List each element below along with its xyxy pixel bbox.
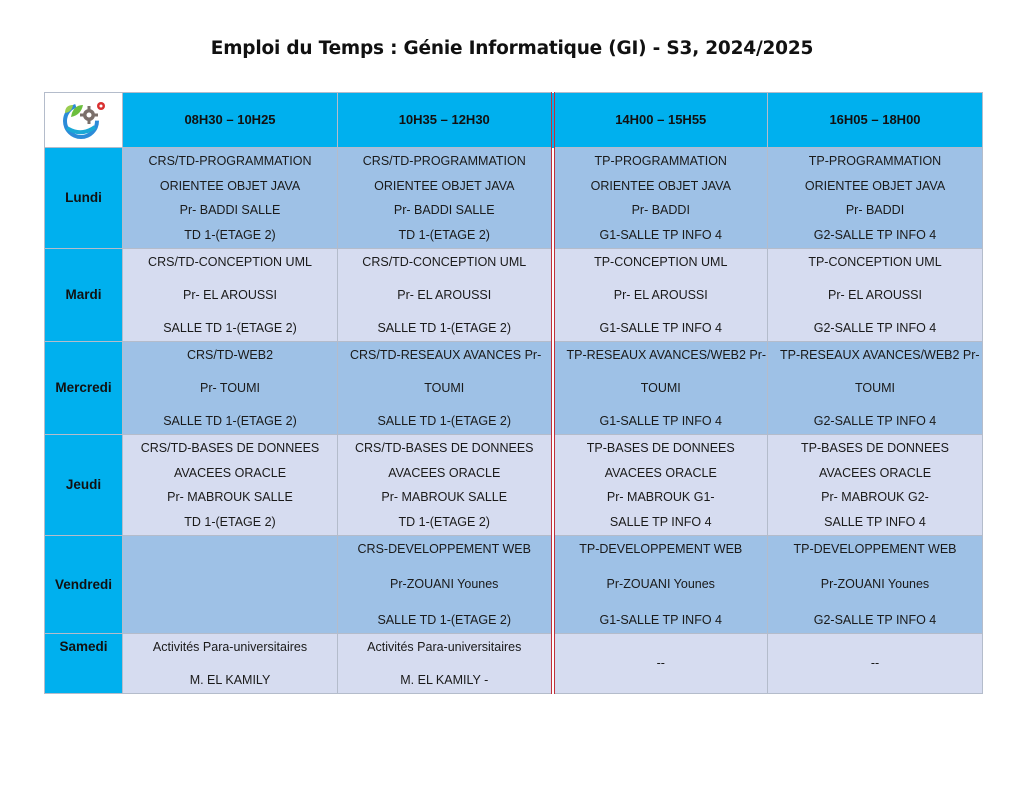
course-line: Pr-ZOUANI Younes — [820, 577, 930, 592]
day-row-mardi — [45, 249, 983, 342]
course-line: M. EL KAMILY - — [400, 672, 489, 687]
course-cell — [123, 536, 338, 634]
course-line: M. EL KAMILY — [189, 672, 271, 687]
course-line: CRS/TD-BASES DE DONNEES — [354, 441, 534, 455]
course-line: ORIENTEE OBJET JAVA — [159, 178, 301, 193]
course-line: CRS/TD-CONCEPTION UML — [362, 255, 527, 269]
course-line: CRS/TD-PROGRAMMATION — [362, 154, 526, 168]
course-line: SALLE TD 1-(ETAGE 2) — [377, 612, 512, 627]
slot-header-3: 14H00 – 15H55 — [553, 93, 768, 148]
course-line: Pr-ZOUANI Younes — [606, 577, 715, 592]
course-cell — [768, 342, 983, 435]
course-line: G1-SALLE TP INFO 4 — [599, 320, 722, 335]
course-line: SALLE TP INFO 4 — [824, 514, 926, 529]
course-line: CRS/TD-PROGRAMMATION — [148, 154, 312, 168]
slot-header-2: 10H35 – 12H30 — [338, 93, 553, 148]
course-cell — [338, 249, 553, 342]
course-line: TP-BASES DE DONNEES — [586, 441, 735, 455]
course-line: TP-RESEAUX AVANCES/WEB2 Pr- — [780, 348, 980, 362]
course-cell — [768, 148, 983, 249]
day-label: Mercredi — [45, 342, 123, 435]
timetable — [44, 92, 983, 694]
course-line: ORIENTEE OBJET JAVA — [590, 178, 731, 193]
course-line: TOUMI — [854, 380, 896, 395]
day-label: Samedi — [45, 634, 123, 694]
course-cell — [338, 148, 553, 249]
course-line: Pr- BADDI — [631, 203, 690, 218]
course-line: Pr-ZOUANI Younes — [390, 577, 499, 592]
course-line: TD 1-(ETAGE 2) — [398, 227, 490, 242]
school-logo-icon — [59, 97, 109, 143]
course-line: CRS/TD-WEB2 — [186, 348, 274, 362]
course-line: Pr- MABROUK G1- — [606, 490, 715, 505]
course-line: Activités Para-universitaires — [152, 640, 308, 654]
course-line: Pr- MABROUK G2- — [821, 490, 929, 505]
course-line: AVACEES ORACLE — [604, 465, 717, 480]
course-line: G2-SALLE TP INFO 4 — [813, 612, 937, 627]
course-line: SALLE TP INFO 4 — [609, 514, 712, 529]
course-line: CRS/TD-CONCEPTION UML — [148, 255, 312, 269]
slot-header-1: 08H30 – 10H25 — [123, 93, 338, 148]
slot-header-4: 16H05 – 18H00 — [768, 93, 983, 148]
course-line: Pr- EL AROUSSI — [397, 287, 492, 302]
course-cell — [338, 342, 553, 435]
day-label: Vendredi — [45, 536, 123, 634]
course-cell — [338, 634, 553, 694]
course-line: G2-SALLE TP INFO 4 — [813, 320, 937, 335]
day-row-jeudi — [45, 435, 983, 536]
course-line: CRS/TD-BASES DE DONNEES — [140, 441, 320, 455]
course-line: CRS-DEVELOPPEMENT WEB — [357, 542, 531, 556]
course-cell — [123, 342, 338, 435]
course-line: SALLE TD 1-(ETAGE 2) — [163, 413, 297, 428]
course-cell — [553, 536, 768, 634]
course-line: Pr- EL AROUSSI — [182, 287, 277, 302]
course-line: AVACEES ORACLE — [173, 465, 287, 480]
course-line: G2-SALLE TP INFO 4 — [813, 413, 937, 428]
course-line: -- — [656, 656, 665, 671]
course-line: Pr- BADDI — [845, 203, 905, 218]
course-cell — [768, 536, 983, 634]
course-line: TP-DEVELOPPEMENT WEB — [579, 542, 743, 556]
course-line: ORIENTEE OBJET JAVA — [804, 178, 946, 193]
course-line: -- — [870, 656, 880, 671]
course-line: Activités Para-universitaires — [367, 640, 522, 654]
course-line: SALLE TD 1-(ETAGE 2) — [163, 320, 297, 335]
course-line: TD 1-(ETAGE 2) — [184, 227, 276, 242]
course-line: Pr- EL AROUSSI — [613, 287, 708, 302]
course-cell — [553, 249, 768, 342]
course-cell — [553, 634, 768, 694]
course-line: ORIENTEE OBJET JAVA — [374, 178, 515, 193]
course-cell — [553, 148, 768, 249]
day-row-samedi — [45, 634, 983, 694]
course-line: Pr- MABROUK SALLE — [167, 490, 293, 505]
course-cell — [768, 435, 983, 536]
course-line: Pr- MABROUK SALLE — [381, 490, 508, 505]
course-line: TP-DEVELOPPEMENT WEB — [793, 542, 957, 556]
course-line: Pr- BADDI SALLE — [179, 203, 281, 218]
course-line: TP-PROGRAMMATION — [808, 154, 942, 168]
course-line: TP-RESEAUX AVANCES/WEB2 Pr- — [566, 348, 767, 362]
course-cell — [768, 249, 983, 342]
course-line: SALLE TD 1-(ETAGE 2) — [377, 413, 512, 428]
course-cell — [123, 148, 338, 249]
day-label: Jeudi — [45, 435, 123, 536]
course-line: SALLE TD 1-(ETAGE 2) — [377, 320, 512, 335]
day-row-mercredi — [45, 342, 983, 435]
day-row-lundi — [45, 148, 983, 249]
course-line: TP-CONCEPTION UML — [808, 255, 942, 269]
logo-cell — [45, 93, 123, 148]
course-line: TP-CONCEPTION UML — [594, 255, 728, 269]
course-line: TOUMI — [424, 380, 465, 395]
course-cell — [553, 435, 768, 536]
day-label: Lundi — [45, 148, 123, 249]
course-line: TD 1-(ETAGE 2) — [398, 514, 490, 529]
course-line: TP-PROGRAMMATION — [594, 154, 727, 168]
course-line: G1-SALLE TP INFO 4 — [599, 227, 722, 242]
course-line: CRS/TD-RESEAUX AVANCES Pr- — [350, 348, 542, 362]
header-row — [45, 93, 983, 148]
course-line: TOUMI — [640, 380, 681, 395]
course-line: G2-SALLE TP INFO 4 — [813, 227, 937, 242]
course-cell — [123, 249, 338, 342]
course-line: Pr- BADDI SALLE — [393, 203, 495, 218]
course-cell — [338, 536, 553, 634]
course-line: AVACEES ORACLE — [388, 465, 501, 480]
course-cell — [338, 435, 553, 536]
course-line: TD 1-(ETAGE 2) — [184, 514, 276, 529]
course-line: TP-BASES DE DONNEES — [801, 441, 949, 455]
day-label: Mardi — [45, 249, 123, 342]
course-cell — [768, 634, 983, 694]
course-line: Pr- TOUMI — [200, 380, 260, 395]
course-line: Pr- EL AROUSSI — [827, 287, 922, 302]
course-line: G1-SALLE TP INFO 4 — [599, 413, 722, 428]
course-cell — [123, 634, 338, 694]
course-cell — [553, 342, 768, 435]
course-line: AVACEES ORACLE — [818, 465, 932, 480]
course-line: G1-SALLE TP INFO 4 — [599, 612, 722, 627]
page-title: Emploi du Temps : Génie Informatique (GI) - S3, 2024/2025 — [210, 38, 814, 59]
course-cell — [123, 435, 338, 536]
day-row-vendredi — [45, 536, 983, 634]
